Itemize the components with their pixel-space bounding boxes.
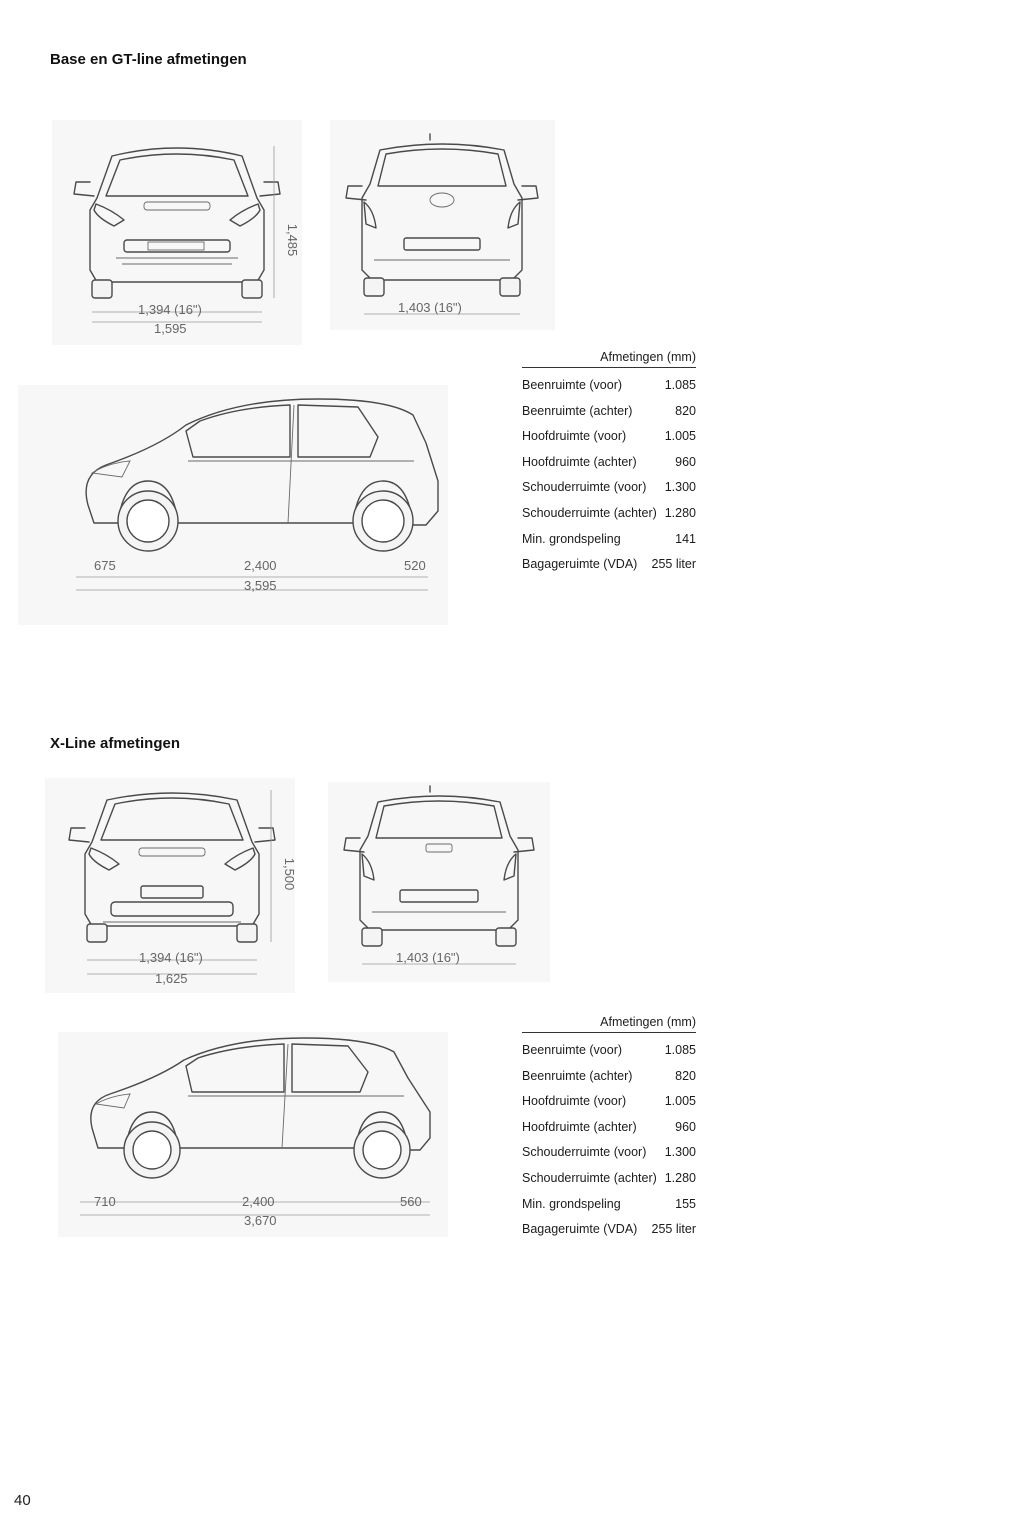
row-value: 960 (675, 454, 696, 469)
row-label: Beenruimte (achter) (522, 403, 633, 418)
wheelbase-dimension: 2,400 (242, 1194, 275, 1209)
row-label: Hoofdruimte (voor) (522, 429, 627, 444)
row-label: Bagageruimte (VDA) (522, 557, 638, 572)
row-label: Hoofdruimte (achter) (522, 454, 637, 469)
front-view-drawing (52, 120, 302, 345)
table-row (522, 552, 696, 578)
row-value: 255 liter (651, 1222, 696, 1237)
overall-width-dimension: 1,595 (154, 321, 187, 336)
row-value: 1.300 (664, 1145, 696, 1160)
table-row (522, 1064, 696, 1090)
front-track-dimension: 1,394 (16") (138, 302, 202, 317)
row-label: Beenruimte (voor) (522, 378, 623, 392)
rear-overhang-dimension: 520 (404, 558, 426, 573)
rear-view-drawing (328, 782, 550, 982)
side-view-drawing (58, 1032, 448, 1237)
section-title-xline: X-Line afmetingen (50, 735, 181, 752)
height-dimension: 1,500 (282, 857, 297, 891)
row-label: Schouderruimte (voor) (522, 480, 647, 495)
table-row (522, 1166, 696, 1192)
row-value: 1.005 (664, 429, 696, 444)
row-label: Min. grondspeling (522, 531, 621, 546)
table-row (522, 1115, 696, 1141)
table-row (522, 1089, 696, 1115)
rear-view-drawing (330, 120, 555, 330)
side-view-drawing (18, 385, 448, 625)
row-label: Schouderruimte (achter) (522, 1170, 657, 1185)
row-value: 255 liter (651, 557, 696, 572)
row-label: Hoofdruimte (voor) (522, 1094, 627, 1109)
table-row (522, 501, 696, 527)
overall-length-dimension: 3,670 (244, 1213, 277, 1228)
table-row (522, 1038, 696, 1064)
row-value: 1.280 (664, 505, 696, 520)
wheelbase-dimension: 2,400 (244, 558, 277, 573)
rear-overhang-dimension: 560 (400, 1194, 422, 1209)
table-row (522, 475, 696, 501)
table-header: Afmetingen (mm) (522, 350, 696, 368)
front-overhang-dimension: 710 (94, 1194, 116, 1209)
row-label: Hoofdruimte (achter) (522, 1119, 637, 1134)
row-value: 155 (675, 1196, 696, 1211)
dimensions-table-xline (522, 1015, 696, 1243)
table-row (522, 1140, 696, 1166)
row-value: 960 (675, 1119, 696, 1134)
front-view-drawing (45, 778, 295, 993)
front-track-dimension: 1,394 (16") (139, 950, 203, 965)
row-label: Beenruimte (voor) (522, 1043, 623, 1057)
row-value: 1.085 (664, 1043, 696, 1057)
table-row (522, 1192, 696, 1218)
overall-length-dimension: 3,595 (244, 578, 277, 593)
table-header: Afmetingen (mm) (522, 1015, 696, 1033)
table-row (522, 424, 696, 450)
table-row (522, 527, 696, 553)
page-number: 40 (14, 1492, 31, 1509)
row-value: 141 (675, 531, 696, 546)
section-title-base-gtline: Base en GT-line afmetingen (50, 51, 247, 68)
table-row (522, 1217, 696, 1243)
height-dimension: 1,485 (285, 223, 300, 257)
row-label: Schouderruimte (achter) (522, 505, 657, 520)
row-label: Bagageruimte (VDA) (522, 1222, 638, 1237)
rear-track-dimension: 1,403 (16") (396, 950, 460, 965)
row-label: Min. grondspeling (522, 1196, 621, 1211)
row-value: 1.005 (664, 1094, 696, 1109)
table-row (522, 450, 696, 476)
row-value: 1.280 (664, 1170, 696, 1185)
row-value: 820 (675, 1068, 696, 1083)
table-row (522, 399, 696, 425)
table-row (522, 373, 696, 399)
rear-track-dimension: 1,403 (16") (398, 300, 462, 315)
row-value: 1.085 (664, 378, 696, 392)
overall-width-dimension: 1,625 (155, 971, 188, 986)
row-value: 1.300 (664, 480, 696, 495)
row-label: Schouderruimte (voor) (522, 1145, 647, 1160)
front-overhang-dimension: 675 (94, 558, 116, 573)
row-label: Beenruimte (achter) (522, 1068, 633, 1083)
dimensions-table-base-gtline (522, 350, 696, 578)
row-value: 820 (675, 403, 696, 418)
